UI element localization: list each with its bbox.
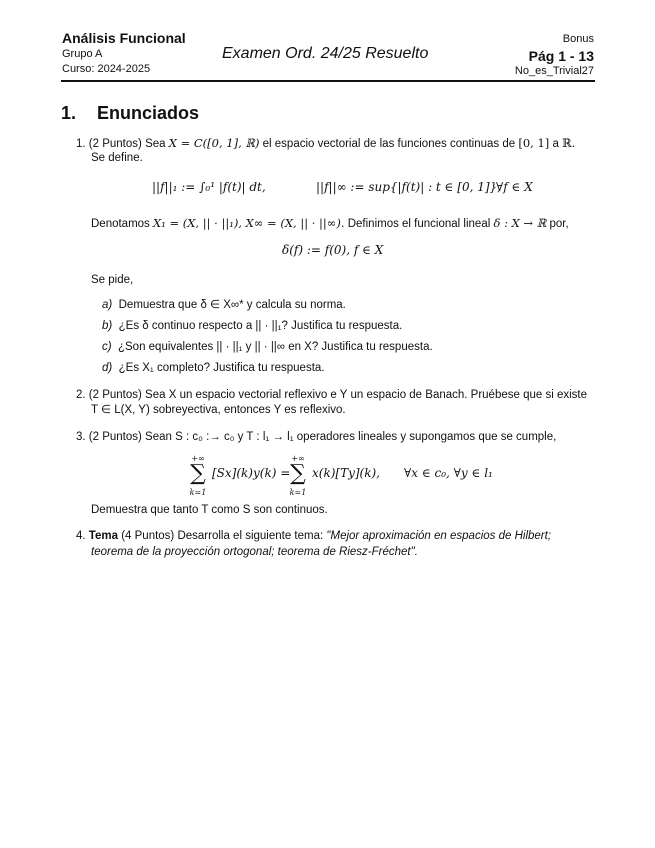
sum-2-lower: k=1 xyxy=(289,488,307,497)
problem-1-number: 1. xyxy=(76,138,86,150)
forall-f: ∀f ∈ X xyxy=(496,180,533,194)
section-title: Enunciados xyxy=(97,103,200,123)
sum-1-sigma: ∑ xyxy=(190,461,206,486)
page-number: Pág 1 - 13 xyxy=(528,48,594,64)
subitem-d-text: ¿Es X₁ completo? Justifica tu respuesta. xyxy=(118,362,325,374)
problem-3-number: 3. xyxy=(76,431,86,443)
section-heading xyxy=(61,103,199,124)
problem-4-text: (4 Puntos) Desarrolla el siguiente tema: xyxy=(121,530,324,542)
exam-title: Examen Ord. 24/25 Resuelto xyxy=(222,45,429,62)
subitem-a xyxy=(102,298,346,312)
problem-4-line-1 xyxy=(76,529,551,543)
delta-definition: δ(f) := f(0), f ∈ X xyxy=(282,243,384,257)
problem-1-denote-line xyxy=(91,216,569,231)
subitem-b-label: b) xyxy=(102,320,113,332)
problem-1-points: (2 Puntos) xyxy=(88,138,142,150)
subitem-b-text: ¿Es δ continuo respecto a || · ||₁? Justifica tu respuesta. xyxy=(118,320,403,332)
se-pide: Se pide, xyxy=(91,274,134,286)
sum-1-upper: +∞ xyxy=(191,454,205,463)
problem-4-quote-2: teorema de la proyección ortogonal; teorema de Riesz-Fréchet". xyxy=(91,546,418,558)
header-right xyxy=(515,33,594,78)
course-year: Curso: 2024-2025 xyxy=(62,63,151,75)
problem-1-sea: Sea xyxy=(145,138,166,150)
sum-2-sigma: ∑ xyxy=(290,461,306,486)
subitem-c-label: c) xyxy=(102,341,112,353)
spaces-definition: X₁ = (X, || · ||₁), X∞ = (X, || · ||∞). xyxy=(153,216,345,230)
subitem-c xyxy=(102,340,433,354)
problem-1-line-1 xyxy=(76,136,575,151)
bonus-label: Bonus xyxy=(562,33,594,45)
header-left xyxy=(62,30,186,76)
denote-text: Denotamos xyxy=(91,218,150,230)
problem-2-line-2: T ∈ L(X, Y) sobreyectiva, entonces Y es reflexivo. xyxy=(91,404,346,416)
problem-1-text1: el espacio vectorial de las funciones continuas de xyxy=(262,138,516,150)
subitem-d-label: d) xyxy=(102,362,113,374)
subitem-c-text: ¿Son equivalentes || · ||₁ y || · ||∞ en X? Justifica tu respuesta. xyxy=(117,341,433,353)
equation-left: [Sx](k)y(k) = xyxy=(212,466,291,480)
section-number: 1. xyxy=(61,103,77,123)
sum-2-upper: +∞ xyxy=(291,454,305,463)
subitem-d xyxy=(102,361,325,375)
equation-forall: ∀x ∈ c₀, ∀y ∈ l₁ xyxy=(404,466,493,480)
norm-one-definition: ||f||₁ := ∫₀¹ |f(t)| dt, xyxy=(152,180,266,194)
subitem-a-text: Demuestra que δ ∈ X∞* y calcula su norma. xyxy=(118,299,346,311)
subitem-b xyxy=(102,319,402,333)
author-label: No_es_Trivial27 xyxy=(514,65,594,77)
define-text: Definimos el funcional lineal xyxy=(347,218,491,230)
subitem-a-label: a) xyxy=(102,299,113,311)
sum-1-lower: k=1 xyxy=(189,488,207,497)
por-text: por, xyxy=(549,218,569,230)
problem-2-line-1 xyxy=(76,388,587,402)
problem-4-tema: Tema xyxy=(88,530,118,542)
problem-3-line-3: Demuestra que tanto T como S son continuos. xyxy=(91,504,328,516)
equation-right: x(k)[Ty](k), xyxy=(312,466,380,480)
problem-3-line-1 xyxy=(76,430,556,444)
problem-2-text-1: (2 Puntos) Sea X un espacio vectorial reflexivo e Y un espacio de Banach. Pruébese que si existe xyxy=(88,389,588,401)
problem-2-number: 2. xyxy=(76,389,86,401)
header-rule xyxy=(61,80,595,82)
problem-4-quote-1: "Mejor aproximación en espacios de Hilbert; xyxy=(326,530,552,542)
delta-map: δ : X → ℝ xyxy=(493,216,547,230)
problem-4-number: 4. xyxy=(76,530,86,542)
problem-3-text-1: (2 Puntos) Sean S : c₀ :→ c₀ y T : l₁ → l₁ operadores lineales y supongamos que se cumple, xyxy=(88,431,557,443)
problem-1-text2: a xyxy=(552,138,559,150)
group-label: Grupo A xyxy=(62,48,103,60)
problem-1-interval: [0, 1] xyxy=(518,136,550,150)
norm-inf-definition: ||f||∞ := sup{|f(t)| : t ∈ [0, 1]}, xyxy=(316,180,501,194)
problem-1-reals: ℝ. xyxy=(562,136,576,150)
problem-1-space-def: X = C([0, 1], ℝ) xyxy=(168,136,260,150)
course-title: Análisis Funcional xyxy=(62,30,186,46)
problem-1-line-2: Se define. xyxy=(91,152,143,164)
